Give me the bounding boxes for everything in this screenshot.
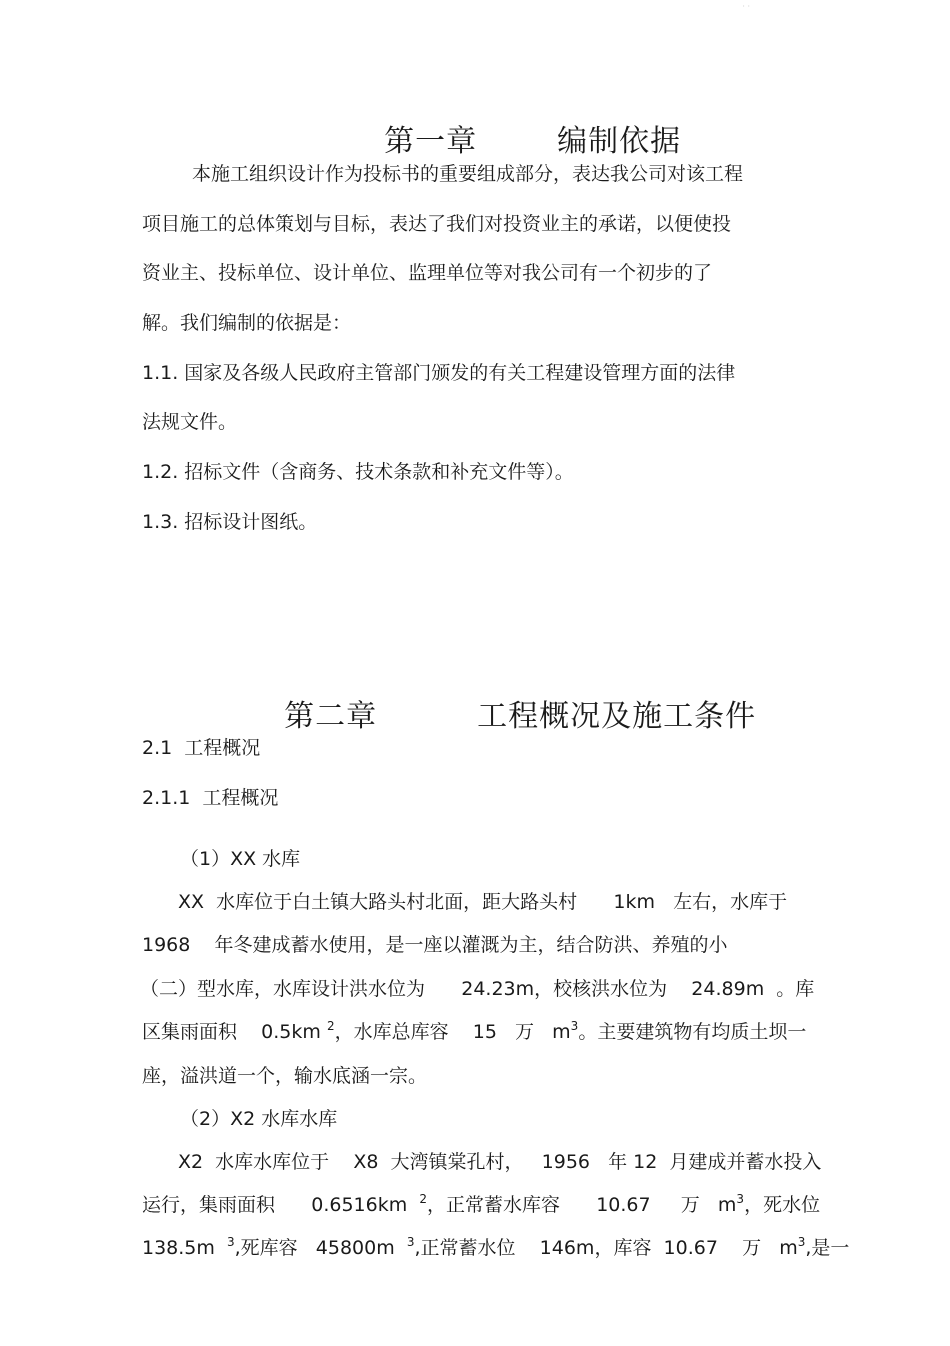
basis-item-1-3: 1.3. 招标设计图纸。: [142, 511, 318, 533]
scan-mark: · ·: [742, 2, 750, 11]
basis-item-1-2: 1.2. 招标文件（含商务、技术条款和补充文件等）。: [142, 461, 574, 483]
reservoir-2-line-1: X2 水库水库位于 X8 大湾镇棠孔村， 1956 年 12 月建成并蓄水投入: [178, 1151, 822, 1173]
r2-l3-b: ,死库容 45800m: [234, 1237, 407, 1259]
chapter-1-number: 第一章: [384, 124, 478, 159]
r2-l2-b: ，正常蓄水库容 10.67 万 m: [426, 1194, 737, 1216]
chapter-2-title: 工程概况及施工条件: [477, 699, 757, 734]
r1-l4-c: 。主要建筑物有均质土坝一: [578, 1021, 807, 1043]
basis-item-1-1-cont: 法规文件。: [142, 411, 238, 433]
r2-l3-c: ,正常蓄水位 146m，库容 10.67 万 m: [414, 1237, 798, 1259]
reservoir-1-line-5: 座，溢洪道一个，输水底涵一宗。: [142, 1065, 428, 1087]
reservoir-2-line-2: [142, 1193, 820, 1217]
r1-l4-a: 区集雨面积 0.5km: [142, 1021, 327, 1043]
intro-line-1: 本施工组织设计作为投标书的重要组成部分，表达我公司对该工程: [192, 163, 744, 185]
r2-l3-d: ,是一: [805, 1237, 850, 1259]
section-2-1-1: 2.1.1 工程概况: [142, 787, 279, 809]
intro-line-2: 项目施工的总体策划与目标，表达了我们对投资业主的承诺，以便使投: [142, 213, 732, 235]
r2-l2-sup1: 2: [419, 1192, 427, 1206]
chapter-2-heading: [242, 663, 756, 771]
r2-l3-sup2: 3: [406, 1235, 415, 1249]
reservoir-2-line-3: [142, 1236, 849, 1260]
r2-l2-sup2: 3: [736, 1192, 745, 1206]
r2-l3-a: 138.5m: [142, 1237, 227, 1259]
chapter-1-title: 编制依据: [557, 124, 682, 159]
r2-l2-a: 运行，集雨面积 0.6516km: [142, 1194, 420, 1216]
r1-l4-sup1: 2: [326, 1019, 335, 1033]
chapter-2-number: 第二章: [284, 699, 378, 734]
basis-item-1-1: 1.1. 国家及各级人民政府主管部门颁发的有关工程建设管理方面的法律: [142, 362, 736, 384]
r2-l2-c: ，死水位: [744, 1194, 821, 1216]
intro-line-4: 解。我们编制的依据是：: [142, 312, 352, 334]
r2-l3-sup1: 3: [226, 1235, 235, 1249]
reservoir-1-heading: （1）XX 水库: [180, 848, 301, 870]
r1-l4-sup2: 3: [570, 1019, 579, 1033]
r2-l3-sup3: 3: [797, 1235, 806, 1249]
intro-line-3: 资业主、投标单位、设计单位、监理单位等对我公司有一个初步的了: [142, 262, 713, 284]
reservoir-2-heading: （2）X2 水库水库: [180, 1108, 338, 1130]
reservoir-1-line-1: XX 水库位于白土镇大路头村北面，距大路头村 1km 左右，水库于: [178, 891, 788, 913]
section-2-1: 2.1 工程概况: [142, 737, 261, 759]
reservoir-1-line-2: 1968 年冬建成蓄水使用，是一座以灌溉为主，结合防洪、养殖的小: [142, 934, 728, 956]
reservoir-1-line-4: [142, 1020, 806, 1044]
reservoir-1-line-3: （二）型水库，水库设计洪水位为 24.23m，校核洪水位为 24.89m 。库: [140, 978, 815, 1000]
r1-l4-b: ，水库总库容 15 万 m: [334, 1021, 571, 1043]
